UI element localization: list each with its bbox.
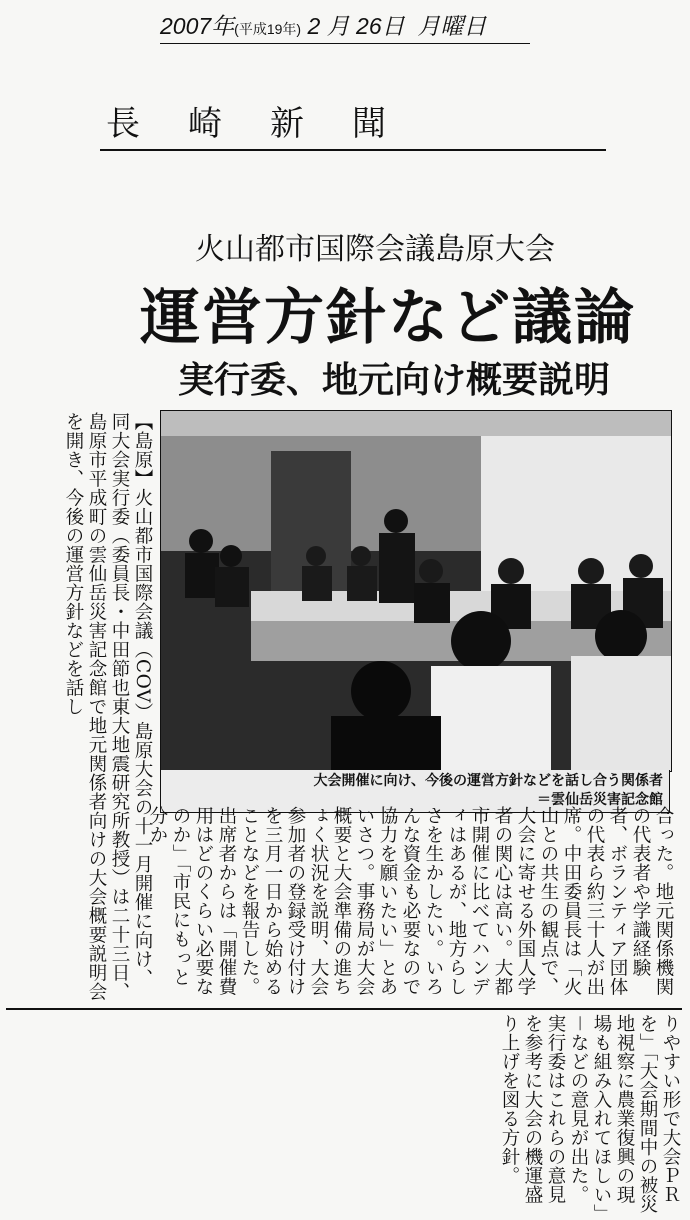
photo-caption-line2: ＝雲仙岳災害記念館 bbox=[537, 792, 663, 808]
article-body-text: 合った。地元関係機関の代表者や学識経験者、ボランティア団体の代表ら約三十人が出席。中田委員長は「火山との共生の観点で、大会に寄せる外国人学者の関心は高い。大都市開催に比べてハンディはあるが、地方らしさを生かしたい。いろんな資金も必要なので協力を願いたい」とあいさつ。事務局が大会概要と大会準備の進ちょく状況を説明、大会参加者の登録受け付けを三月一日から始めることなどを報告した。出席者からは「開催費用はどのくらい必要なのか」「市民にもっと分か bbox=[147, 806, 674, 996]
section-divider bbox=[6, 1008, 682, 1010]
date-era: (平成19年) bbox=[234, 21, 302, 37]
article-subheadline: 実行委、地元向け概要説明 bbox=[178, 359, 611, 401]
date-month: 2 月 bbox=[307, 13, 350, 39]
article-tail-text: りやすい形で大会ＰＲを」「大会期間中の被災地視察に農業復興の現場も組み入れてほしい」－などの意見が出た。実行委はこれらの意見を参考に大会の機運盛り上げを図る方針。 bbox=[499, 1014, 681, 1214]
article-headline: 運営方針など議論 bbox=[140, 283, 636, 353]
article-photo bbox=[160, 410, 672, 772]
newspaper-name: 長崎新聞 bbox=[100, 96, 606, 151]
article-kicker: 火山都市国際会議島原大会 bbox=[195, 232, 555, 267]
photo-caption-line1: 大会開催に向け、今後の運営方針などを話し合う関係者 bbox=[313, 773, 663, 789]
publication-date bbox=[160, 8, 530, 44]
article-lead-text: 【島原】火山都市国際会議（COV）島原大会の十一月開催に向け、同大会実行委（委員長・中田節也東大地震研究所教授）は二十三日、島原市平成町の雲仙岳災害記念館で地元関係者向けの大会概要説明会を開き、今後の運営方針などを話し bbox=[63, 412, 153, 1001]
date-day: 26日 bbox=[356, 13, 405, 39]
date-year: 2007年 bbox=[160, 13, 235, 39]
date-weekday: 月曜日 bbox=[417, 13, 487, 39]
meeting-photo-illustration bbox=[161, 411, 671, 771]
